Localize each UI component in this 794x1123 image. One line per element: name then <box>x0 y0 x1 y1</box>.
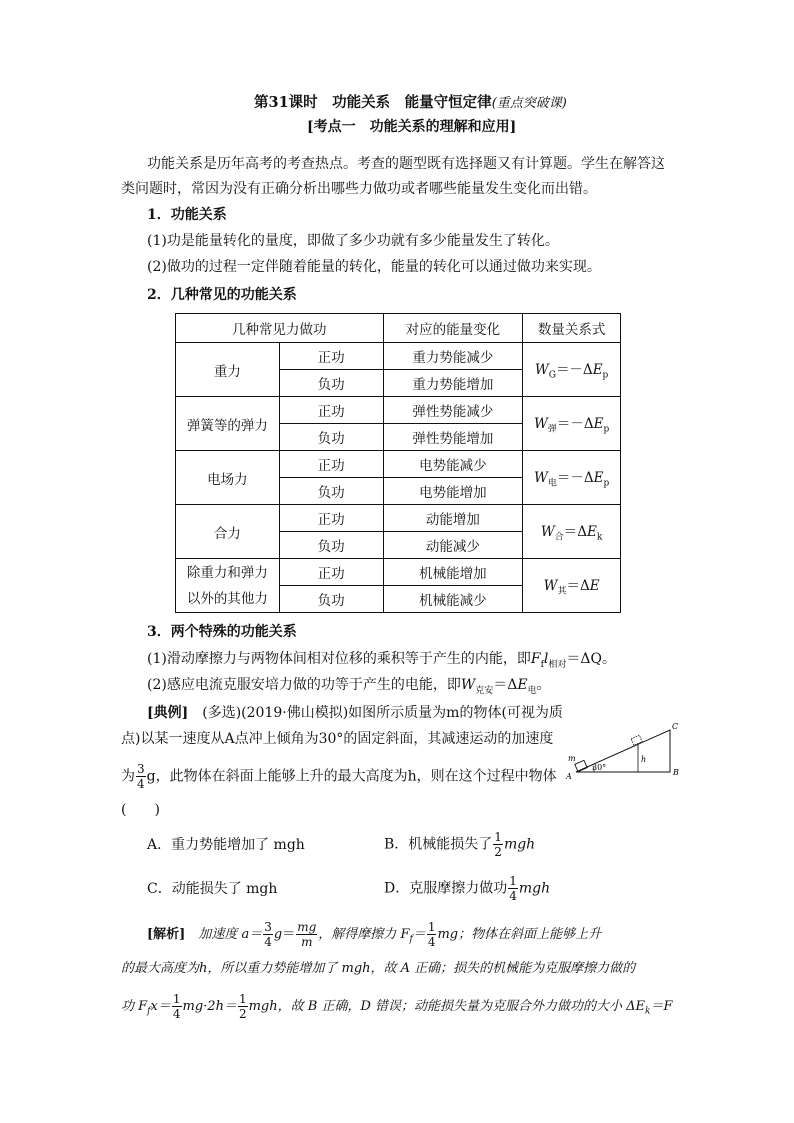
option-d-tail: mgh <box>518 880 551 897</box>
table-header: 对应的能量变化 <box>383 314 523 343</box>
title-text: 第31课时 功能关系 能量守恒定律 <box>254 94 492 111</box>
force-line: 以外的其他力 <box>186 590 268 607</box>
fraction-num: 1 <box>494 830 502 844</box>
section3-p2: (2)感应电流克服安培力做的功等于产生的电能，即$W_{克安}=\Delta E_电$。 <box>147 677 551 696</box>
example-line-1 <box>147 703 563 723</box>
block-top-icon <box>631 735 642 745</box>
label-m: m <box>568 754 576 763</box>
change-cell: 动能增加 <box>383 505 523 532</box>
work-cell: 正功 <box>279 505 383 532</box>
block-icon <box>575 760 587 771</box>
section3-heading: 3．两个特殊的功能关系 <box>147 624 297 640</box>
force-line: 除重力和弹力 <box>186 564 268 581</box>
section1-p1: (1)功是能量转化的量度，即做了多少功就有多少能量发生了转化。 <box>147 233 559 249</box>
option-a: A．重力势能增加了 mgh <box>147 837 305 853</box>
work-cell: 负功 <box>279 370 383 397</box>
formula-cell: $W_合=\Delta E_k$ <box>523 505 621 559</box>
section-subtitle: [考点一 功能关系的理解和应用] <box>307 119 517 135</box>
analysis-line-2: 的最大高度为h，所以重力势能增加了 mgh，故 A 正确；损失的机械能为克服摩擦力做的 <box>121 961 636 976</box>
energy-relation-table <box>175 313 621 613</box>
label-A: A <box>566 772 572 781</box>
work-cell: 正功 <box>279 559 383 586</box>
change-cell: 重力势能减少 <box>383 343 523 370</box>
change-cell: 重力势能增加 <box>383 370 523 397</box>
work-cell: 负功 <box>279 586 383 613</box>
section2-heading: 2．几种常见的功能关系 <box>147 287 297 303</box>
fraction-den: 2 <box>494 845 502 859</box>
table-row <box>176 451 621 478</box>
fraction-num: 1 <box>509 874 517 888</box>
label-B: B <box>673 768 679 777</box>
label-angle: 30° <box>592 763 607 772</box>
fraction: $\frac{mg}{m}$ <box>297 920 317 949</box>
incline-figure <box>562 720 686 782</box>
force-cell: 电场力 <box>176 451 280 505</box>
option-b <box>384 830 535 859</box>
example-text-1: (多选)(2019·佛山模拟)如图所示质量为m的物体(可视为质 <box>202 705 563 721</box>
work-cell: 正功 <box>279 397 383 424</box>
option-b-tail: mgh <box>503 836 536 853</box>
example-line-2: 点)以某一速度从A点冲上倾角为30°的固定斜面，其减速运动的加速度 <box>121 731 554 747</box>
formula-cell: $W_弹=-\Delta E_p$ <box>523 397 621 451</box>
table-row <box>176 559 621 586</box>
force-cell: 弹簧等的弹力 <box>176 397 280 451</box>
example-text-3b: g，此物体在斜面上能够上升的最大高度为h，则在这个过程中物体 <box>146 768 557 785</box>
table-row <box>176 397 621 424</box>
force-cell: 合力 <box>176 505 280 559</box>
option-d-label: D．克服摩擦力做功 <box>384 880 508 897</box>
fraction <box>263 920 273 949</box>
section1-heading: 1．功能关系 <box>147 207 227 223</box>
fraction-num: 1 <box>238 992 247 1006</box>
fraction-den: 4 <box>137 777 145 791</box>
work-cell: 负功 <box>279 478 383 505</box>
answer-paren: ( ) <box>121 802 160 818</box>
analysis-label: [解析] <box>147 927 186 942</box>
option-c: C．动能损失了 mgh <box>147 881 278 897</box>
fraction <box>172 992 182 1021</box>
change-cell: 弹性势能减少 <box>383 397 523 424</box>
force-cell: 重力 <box>176 343 280 397</box>
work-cell: 正功 <box>279 451 383 478</box>
title-note: (重点突破课) <box>491 96 567 111</box>
section3-p1: (1)滑动摩擦力与两物体间相对位移的乘积等于产生的内能，即$F_fl_{相对}=\Delta Q$。 <box>147 651 616 670</box>
change-cell: 弹性势能增加 <box>383 424 523 451</box>
intro-line-2: 类问题时，常因为没有正确分析出哪些力做功或者哪些能量发生变化而出错。 <box>121 181 597 197</box>
fraction <box>136 762 146 791</box>
fraction-den: 4 <box>172 1007 181 1021</box>
change-cell: 电势能增加 <box>383 478 523 505</box>
option-d <box>384 874 550 903</box>
table-header-row <box>176 314 621 343</box>
fraction <box>493 830 503 859</box>
option-b-label: B．机械能损失了 <box>384 836 493 853</box>
table-header: 数量关系式 <box>523 314 621 343</box>
change-cell: 电势能减少 <box>383 451 523 478</box>
table-row <box>176 505 621 532</box>
fraction <box>508 874 518 903</box>
fraction <box>238 992 248 1021</box>
label-C: C <box>672 722 679 731</box>
page-title <box>254 93 567 114</box>
intro-line-1: 功能关系是历年高考的考查热点。考查的题型既有选择题又有计算题。学生在解答这 <box>147 156 665 172</box>
force-cell <box>176 559 280 613</box>
fraction-num: 1 <box>427 920 436 934</box>
fraction-num: 3 <box>264 920 272 934</box>
label-h: h <box>641 755 647 764</box>
change-cell: 机械能减少 <box>383 586 523 613</box>
fraction-den: 4 <box>509 889 517 903</box>
change-cell: 动能减少 <box>383 532 523 559</box>
table-row <box>176 343 621 370</box>
change-cell: 机械能增加 <box>383 559 523 586</box>
work-cell: 负功 <box>279 532 383 559</box>
fraction-num: 3 <box>137 762 145 776</box>
section1-p2: (2)做功的过程一定伴随着能量的转化，能量的转化可以通过做功来实现。 <box>147 259 601 275</box>
fraction-den: 2 <box>238 1007 247 1021</box>
fraction-den: 4 <box>427 935 436 949</box>
analysis-line-1: [解析] 加速度 a＝ $\frac{3}{4}$ g＝ $\frac{mg}{m}$ ，解得摩擦力 $F_f=$ $\frac{1}{4}$ mg；物体在斜面上能够上升 <box>147 920 602 949</box>
fraction-num: 1 <box>172 992 181 1006</box>
incline-triangle <box>576 730 670 772</box>
example-line-3 <box>121 762 557 791</box>
fraction-den: 4 <box>264 935 272 949</box>
formula-cell: $W_G=-\Delta E_p$ <box>523 343 621 397</box>
formula-cell: $W_其=\Delta E$ <box>523 559 621 613</box>
formula-cell: $W_电=-\Delta E_p$ <box>523 451 621 505</box>
fraction <box>427 920 437 949</box>
example-label: [典例] <box>147 705 189 721</box>
example-text-3a: 为 <box>121 768 135 785</box>
work-cell: 负功 <box>279 424 383 451</box>
table-header: 几种常见力做功 <box>176 314 384 343</box>
analysis-line-3: 功 $F_fx=$ $\frac{1}{4}$ mg·2h＝ $\frac{1}{2}$ mgh，故 B 正确，D 错误；动能损失量为克服合外力做功的大小 $\Delta E_k=F$ <box>121 992 673 1021</box>
work-cell: 正功 <box>279 343 383 370</box>
